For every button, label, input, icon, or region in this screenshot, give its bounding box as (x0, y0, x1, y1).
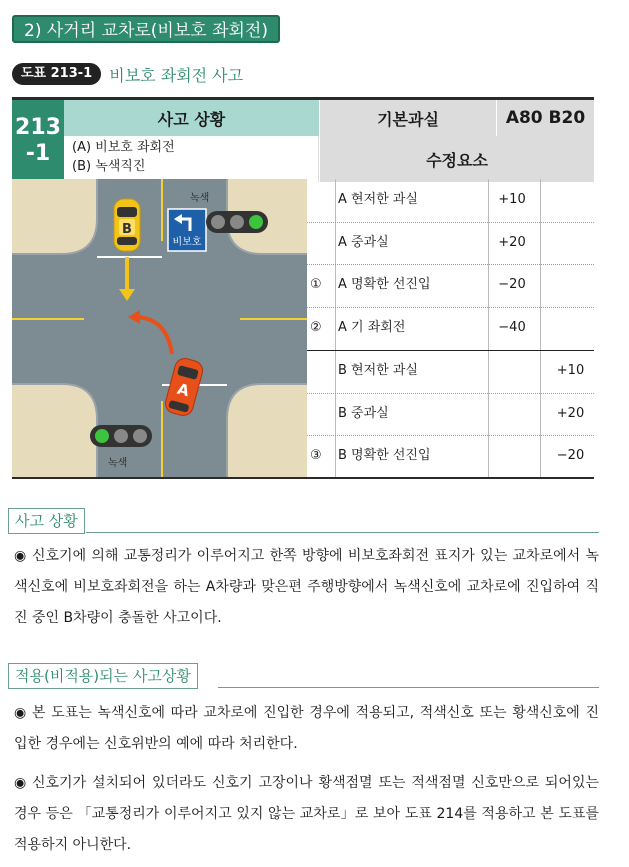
modifier-value-b: +20 (556, 405, 585, 421)
applicable-item-2 (14, 768, 599, 861)
modifier-header: 수정요소 (320, 136, 594, 182)
diagram-header (12, 62, 243, 86)
modifier-label: B 명확한 선진입 (338, 448, 431, 464)
basic-fault-header: 기본과실 (320, 100, 497, 136)
table-id-line1: 213 (15, 115, 61, 140)
modifier-row (307, 435, 594, 478)
modifier-value-a: −40 (498, 320, 526, 336)
modifier-number: ③ (310, 448, 322, 464)
accident-situation-text: 신호기에 의해 교통정리가 이루어지고 한쪽 방향에 비보호좌회전 표지가 있는 교차로에서 녹색신호에 비보호좌회전을 하는 A차량과 맞은편 주행방향에서 녹색신호에 교차로에 진입하여 직진 중인 B차량이 충돌한 사고이다. (14, 548, 599, 626)
situation-b: (B) 녹색직진 (72, 159, 146, 174)
modifier-number: ① (310, 277, 322, 293)
situation-a: (A) 비보호 좌회전 (72, 140, 175, 155)
car-b-label: B (122, 222, 132, 237)
modifier-list (307, 179, 594, 478)
sidewalk-bottom-right (227, 384, 307, 478)
modifier-label: A 명확한 선진입 (338, 277, 431, 293)
modifier-label: A 현저한 과실 (338, 192, 418, 207)
accident-situation-rule (86, 532, 599, 533)
table-id-line2: -1 (25, 141, 51, 166)
bullet-icon: ◉ (14, 775, 27, 791)
traffic-light-bottom (90, 425, 152, 447)
unprotected-left-sign (168, 209, 206, 251)
modifier-label: A 중과실 (338, 234, 389, 250)
applicable-heading: 적용(비적용)되는 사고상황 (8, 663, 198, 689)
modifier-row (307, 222, 594, 266)
modifier-row (307, 264, 594, 308)
applicable-text-2: 신호기가 설치되어 있더라도 신호기 고장이나 황색점멸 또는 적색점멸 신호만으로 되어있는 경우 등은 「교통정리가 이루어지고 있지 않는 교차로」로 보아 도표 214를 적용하고 본 도표를 적용하지 아니한다. (14, 775, 599, 853)
intersection-svg (12, 179, 307, 478)
modifier-value-b: +10 (556, 362, 585, 378)
applicable-item-1 (14, 698, 599, 760)
car-b (114, 199, 140, 251)
modifier-label: A 기 좌회전 (338, 320, 406, 336)
car-a-label: A (175, 379, 192, 401)
traffic-light-top (206, 211, 268, 233)
accident-situation-heading: 사고 상황 (8, 508, 85, 534)
sidewalk-top-left (12, 179, 97, 254)
modifier-row (307, 307, 594, 351)
modifier-number: ② (310, 320, 322, 336)
sign-text: 비보호 (172, 237, 202, 248)
modifier-value-b: −20 (556, 448, 585, 464)
label-green-bottom: 녹색 (108, 458, 128, 469)
applicable-rule (218, 687, 599, 688)
section-title: 2) 사거리 교차로(비보호 좌회전) (12, 15, 280, 43)
modifier-row (307, 179, 594, 223)
table-id (12, 100, 64, 182)
fault-ratio: A80 B20 (497, 100, 594, 136)
sidewalk-bottom-left (12, 384, 97, 478)
modifier-value-a: +10 (498, 192, 526, 207)
label-green-top: 녹색 (190, 193, 210, 204)
applicable-text-1: 본 도표는 녹색신호에 따라 교차로에 진입한 경우에 적용되고, 적색신호 또는 황색신호에 진입한 경우에는 신호위반의 예에 따라 처리한다. (14, 705, 599, 752)
diagram-tag: 도표 213-1 (12, 63, 101, 85)
accident-situation-paragraph (14, 541, 599, 634)
table-bottom-rule (12, 477, 594, 479)
modifier-label: B 중과실 (338, 405, 389, 421)
bullet-icon: ◉ (14, 548, 27, 564)
modifier-row (307, 393, 594, 437)
modifier-label: B 현저한 과실 (338, 362, 418, 378)
modifier-value-a: +20 (498, 234, 526, 250)
diagram-title: 비보호 좌회전 사고 (109, 65, 244, 85)
situation-header: 사고 상황 (64, 100, 320, 136)
bullet-icon: ◉ (14, 705, 27, 721)
modifier-row (307, 350, 594, 394)
fault-table (12, 97, 594, 174)
situation-body (64, 136, 319, 182)
modifier-value-a: −20 (498, 277, 526, 293)
intersection-diagram (12, 179, 307, 478)
